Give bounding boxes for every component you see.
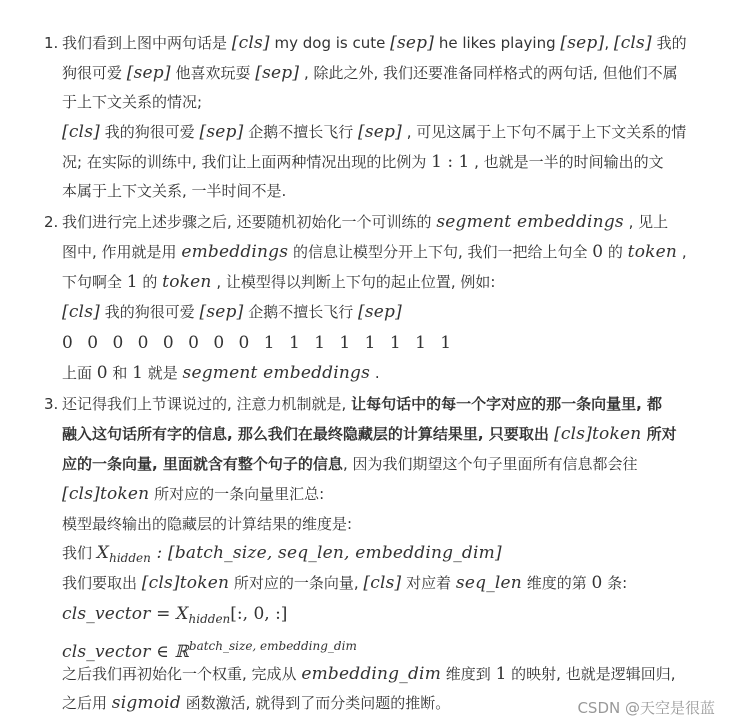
text: 之后我们再初始化一个权重, 完成从 bbox=[62, 665, 302, 683]
math-sep: [sep] bbox=[199, 122, 244, 142]
math-one: 1 bbox=[126, 272, 138, 292]
text: 他喜欢玩耍 bbox=[170, 64, 256, 82]
item2-line2 bbox=[62, 241, 687, 263]
text: 我们要取出 bbox=[62, 574, 142, 592]
math-token: token bbox=[162, 272, 212, 292]
text: 所对应的一条向量, bbox=[229, 574, 364, 592]
math-superscript-dims: batch_size, embedding_dim bbox=[188, 639, 357, 653]
text: 的信息让模型分开上下句, 我们一把给上句全 bbox=[288, 243, 593, 261]
text: 对应着 bbox=[401, 574, 456, 592]
math-subscript-hidden: hidden bbox=[188, 612, 231, 626]
text: 的 bbox=[603, 243, 628, 261]
item1-line6: 本属于上下文关系, 一半时间不是. bbox=[62, 182, 287, 200]
item1-line3: 于上下文关系的情况; bbox=[62, 93, 203, 111]
text: 狗很可爱 bbox=[62, 64, 127, 82]
text: , 也就是一半的时间输出的文 bbox=[469, 153, 664, 171]
text: , 因为我们期望这个句子里面所有信息都会往 bbox=[342, 455, 638, 473]
item3-line7 bbox=[62, 572, 627, 594]
math-segment-ids: 0 0 0 0 0 0 0 0 1 1 1 1 1 1 1 1 bbox=[62, 333, 452, 353]
text: 我的 bbox=[651, 34, 687, 52]
text: 我们进行完上述步骤之后, 还要随机初始化一个可训练的 bbox=[62, 213, 437, 231]
math-cls: [cls] bbox=[363, 573, 402, 593]
text: 企鹅不擅长飞行 bbox=[243, 123, 358, 141]
item3-line1 bbox=[62, 393, 662, 415]
item3-line11 bbox=[62, 692, 450, 714]
item2-line1 bbox=[62, 211, 668, 233]
text: 我们看到上图中两句话是 bbox=[62, 34, 232, 52]
list-number-2: 2. bbox=[44, 213, 59, 231]
math-shape: : [batch_size, seq_len, embedding_dim] bbox=[150, 543, 502, 563]
text: 的 bbox=[137, 273, 163, 291]
text: 就是 bbox=[142, 364, 183, 382]
item3-line10 bbox=[62, 663, 675, 685]
text: 我们 bbox=[62, 544, 97, 562]
text: , bbox=[677, 243, 687, 261]
text: he likes playing bbox=[434, 34, 561, 52]
item1-line2 bbox=[62, 62, 678, 84]
math-ratio: 1 : 1 bbox=[431, 152, 470, 172]
text: , bbox=[604, 34, 614, 52]
math-sep: [sep] bbox=[126, 63, 171, 83]
text: 企鹅不擅长飞行 bbox=[243, 303, 358, 321]
math-token: token bbox=[627, 242, 678, 262]
text: 和 bbox=[107, 364, 133, 382]
math-sep: [sep] bbox=[390, 33, 435, 53]
text: my dog is cute bbox=[269, 34, 391, 52]
math-embedding-dim: embedding_dim bbox=[301, 664, 442, 684]
math-zero: 0 bbox=[592, 242, 604, 262]
text: 之后用 bbox=[62, 694, 112, 712]
math-cls-token: [cls]token bbox=[141, 573, 230, 593]
bold-text: 所对 bbox=[641, 425, 677, 443]
text: 维度到 bbox=[441, 665, 496, 683]
item1-line5 bbox=[62, 151, 664, 173]
text: 函数激活, 就得到了而分类问题的推断。 bbox=[180, 694, 451, 712]
math-zero: 0 bbox=[591, 573, 603, 593]
item1-line4 bbox=[62, 121, 686, 143]
math-sep: [sep] bbox=[199, 302, 244, 322]
math-cls-token: [cls]token bbox=[554, 424, 642, 444]
text: , 除此之外, 我们还要准备同样格式的两句话, 但他们不属 bbox=[299, 64, 678, 82]
math-cls-vector-real: cls_vector ∈ ℝ bbox=[62, 642, 189, 662]
math-cls-vector: cls_vector = X bbox=[62, 604, 189, 624]
math-cls: [cls] bbox=[62, 302, 100, 322]
math-x: X bbox=[96, 543, 110, 563]
csdn-watermark: CSDN @天空是很蓝 bbox=[577, 699, 715, 717]
text: 我的狗很可爱 bbox=[99, 123, 200, 141]
math-segment-embeddings: segment embeddings bbox=[182, 363, 371, 383]
list-number-3: 3. bbox=[44, 395, 59, 413]
item1-line1 bbox=[62, 32, 687, 54]
math-zero: 0 bbox=[96, 363, 108, 383]
text: , 让模型得以判断上下句的起止位置, 例如: bbox=[211, 273, 496, 291]
math-embeddings: embeddings bbox=[181, 242, 289, 262]
item3-line4 bbox=[62, 483, 324, 505]
item3-line9 bbox=[62, 635, 357, 662]
text: 我的狗很可爱 bbox=[99, 303, 200, 321]
math-sep: [sep] bbox=[357, 122, 402, 142]
text: 上面 bbox=[62, 364, 97, 382]
text: , 可见这属于上下句不属于上下文关系的情 bbox=[401, 123, 687, 141]
math-sigmoid: sigmoid bbox=[111, 693, 181, 713]
text: 所对应的一条向量里汇总: bbox=[149, 485, 325, 503]
item2-line6 bbox=[62, 362, 380, 384]
math-seq-len: seq_len bbox=[455, 573, 522, 593]
math-cls: [cls] bbox=[613, 33, 652, 53]
math-sep: [sep] bbox=[255, 63, 300, 83]
math-slice: [:, 0, :] bbox=[230, 604, 288, 624]
list-number-1: 1. bbox=[44, 34, 59, 52]
math-sep: [sep] bbox=[357, 302, 402, 322]
item3-line8 bbox=[62, 603, 287, 625]
item3-line6 bbox=[62, 542, 502, 564]
math-one: 1 bbox=[495, 664, 507, 684]
math-subscript-hidden: hidden bbox=[109, 551, 151, 565]
math-segment-embeddings: segment embeddings bbox=[436, 212, 624, 232]
math-sep: [sep] bbox=[560, 33, 605, 53]
text: 图中, 作用就是用 bbox=[62, 243, 182, 261]
text: 维度的第 bbox=[521, 574, 592, 592]
bold-text: 应的一条向量, 里面就含有整个句子的信息 bbox=[62, 455, 343, 473]
item2-line4 bbox=[62, 301, 402, 323]
math-cls: [cls] bbox=[231, 33, 270, 53]
item2-line5 bbox=[62, 332, 451, 354]
text: 的映射, 也就是逻辑回归, bbox=[506, 665, 676, 683]
text: 条: bbox=[602, 574, 628, 592]
text: 况; 在实际的训练中, 我们让上面两种情况出现的比例为 bbox=[62, 153, 432, 171]
math-cls-token: [cls]token bbox=[62, 484, 150, 504]
item3-line2 bbox=[62, 423, 677, 445]
item3-line3 bbox=[62, 453, 637, 475]
item2-line3 bbox=[62, 271, 495, 293]
math-one: 1 bbox=[132, 363, 143, 383]
bold-text: 让每句话中的每一个字对应的那一条向量里, 都 bbox=[351, 395, 663, 413]
text: 还记得我们上节课说过的, 注意力机制就是, bbox=[62, 395, 352, 413]
bold-text: 融入这句话所有字的信息, 那么我们在最终隐藏层的计算结果里, 只要取出 bbox=[62, 425, 555, 443]
text: 下句啊全 bbox=[62, 273, 127, 291]
text: . bbox=[370, 364, 380, 382]
math-cls: [cls] bbox=[62, 122, 100, 142]
item3-line5: 模型最终输出的隐藏层的计算结果的维度是: bbox=[62, 515, 353, 533]
text: , 见上 bbox=[623, 213, 669, 231]
